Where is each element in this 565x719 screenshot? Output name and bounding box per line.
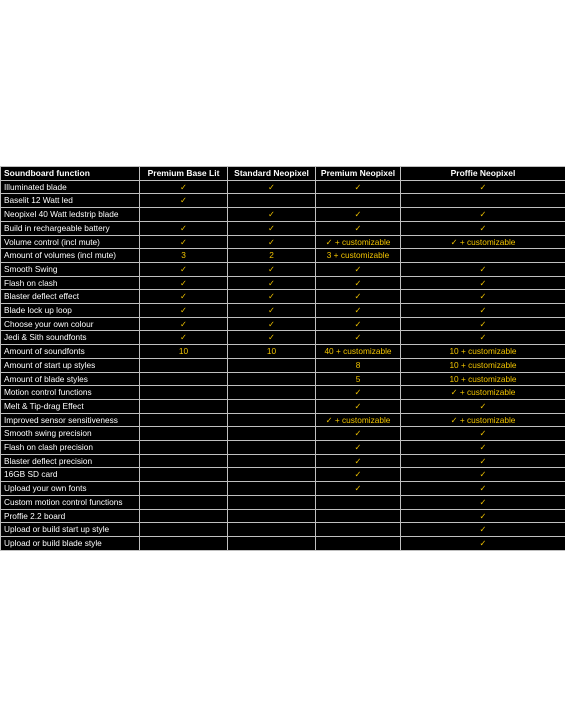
feature-value-cell: ✓ xyxy=(401,262,565,276)
feature-value-cell: ✓ xyxy=(401,536,565,550)
table-row xyxy=(1,468,565,482)
feature-value-cell: ✓ xyxy=(316,468,401,482)
feature-name-cell: Amount of start up styles xyxy=(1,358,140,372)
feature-value-cell xyxy=(316,495,401,509)
feature-value-cell xyxy=(228,372,316,386)
feature-name-cell: Amount of soundfonts xyxy=(1,345,140,359)
feature-value-cell: ✓ xyxy=(140,304,228,318)
feature-value-cell xyxy=(228,509,316,523)
feature-value-cell: ✓ xyxy=(316,399,401,413)
table-row xyxy=(1,482,565,496)
feature-name-cell: Upload your own fonts xyxy=(1,482,140,496)
feature-value-cell: ✓ xyxy=(316,180,401,194)
table-row xyxy=(1,208,565,222)
feature-value-cell: 5 xyxy=(316,372,401,386)
table-row xyxy=(1,399,565,413)
feature-name-cell: Smooth swing precision xyxy=(1,427,140,441)
feature-name-cell: Motion control functions xyxy=(1,386,140,400)
feature-value-cell xyxy=(228,427,316,441)
feature-value-cell: ✓ xyxy=(316,482,401,496)
feature-value-cell: ✓ xyxy=(316,386,401,400)
feature-value-cell xyxy=(140,536,228,550)
table-row xyxy=(1,536,565,550)
feature-value-cell: 3 + customizable xyxy=(316,249,401,263)
feature-value-cell: ✓ xyxy=(401,208,565,222)
table-row xyxy=(1,345,565,359)
feature-value-cell: ✓ xyxy=(316,290,401,304)
column-header: Soundboard function xyxy=(1,167,140,181)
feature-value-cell: ✓ xyxy=(401,427,565,441)
soundboard-comparison-table xyxy=(0,166,565,551)
feature-value-cell: ✓ xyxy=(401,399,565,413)
feature-value-cell: ✓ xyxy=(316,331,401,345)
feature-value-cell xyxy=(228,523,316,537)
feature-value-cell: ✓ xyxy=(401,331,565,345)
table-row xyxy=(1,290,565,304)
feature-name-cell: Flash on clash precision xyxy=(1,441,140,455)
feature-name-cell: Volume control (incl mute) xyxy=(1,235,140,249)
feature-name-cell: Upload or build blade style xyxy=(1,536,140,550)
feature-value-cell xyxy=(140,509,228,523)
feature-value-cell: ✓ xyxy=(228,290,316,304)
feature-value-cell: ✓ + customizable xyxy=(316,235,401,249)
feature-value-cell: ✓ xyxy=(228,235,316,249)
feature-value-cell: 10 xyxy=(228,345,316,359)
table-row xyxy=(1,221,565,235)
feature-value-cell: ✓ xyxy=(140,221,228,235)
table-row xyxy=(1,262,565,276)
feature-value-cell xyxy=(228,454,316,468)
feature-value-cell xyxy=(140,523,228,537)
feature-value-cell: 8 xyxy=(316,358,401,372)
feature-value-cell xyxy=(228,399,316,413)
feature-value-cell xyxy=(140,208,228,222)
feature-name-cell: Melt & Tip-drag Effect xyxy=(1,399,140,413)
feature-value-cell xyxy=(228,495,316,509)
column-header: Premium Neopixel xyxy=(316,167,401,181)
table-row xyxy=(1,235,565,249)
feature-name-cell: Choose your own colour xyxy=(1,317,140,331)
feature-value-cell xyxy=(228,468,316,482)
feature-value-cell: ✓ + customizable xyxy=(401,386,565,400)
feature-value-cell xyxy=(316,523,401,537)
feature-value-cell: ✓ xyxy=(140,317,228,331)
feature-value-cell: ✓ + customizable xyxy=(401,413,565,427)
feature-value-cell: ✓ xyxy=(228,180,316,194)
feature-value-cell: ✓ xyxy=(140,262,228,276)
feature-value-cell: 2 xyxy=(228,249,316,263)
feature-value-cell: ✓ xyxy=(140,235,228,249)
feature-value-cell: ✓ xyxy=(140,290,228,304)
feature-name-cell: Neopixel 40 Watt ledstrip blade xyxy=(1,208,140,222)
feature-value-cell xyxy=(140,495,228,509)
feature-value-cell: ✓ xyxy=(401,304,565,318)
feature-name-cell: Custom motion control functions xyxy=(1,495,140,509)
feature-value-cell: ✓ xyxy=(316,317,401,331)
feature-name-cell: Illuminated blade xyxy=(1,180,140,194)
feature-name-cell: Jedi & Sith soundfonts xyxy=(1,331,140,345)
feature-value-cell xyxy=(228,194,316,208)
feature-value-cell: ✓ xyxy=(140,331,228,345)
feature-value-cell: 10 + customizable xyxy=(401,345,565,359)
table-row xyxy=(1,509,565,523)
feature-value-cell: ✓ xyxy=(228,317,316,331)
comparison-table-wrapper xyxy=(0,166,565,551)
feature-value-cell: 10 + customizable xyxy=(401,372,565,386)
table-row xyxy=(1,358,565,372)
feature-value-cell: ✓ xyxy=(316,454,401,468)
table-row xyxy=(1,427,565,441)
feature-value-cell xyxy=(140,482,228,496)
feature-value-cell: ✓ xyxy=(228,304,316,318)
table-row xyxy=(1,441,565,455)
feature-name-cell: Blaster deflect effect xyxy=(1,290,140,304)
feature-name-cell: Smooth Swing xyxy=(1,262,140,276)
feature-name-cell: Amount of volumes (incl mute) xyxy=(1,249,140,263)
feature-value-cell xyxy=(401,249,565,263)
feature-value-cell: ✓ xyxy=(228,276,316,290)
table-row xyxy=(1,495,565,509)
feature-value-cell: ✓ xyxy=(228,221,316,235)
feature-value-cell xyxy=(228,482,316,496)
table-row xyxy=(1,304,565,318)
table-body xyxy=(1,180,565,550)
feature-value-cell: ✓ xyxy=(228,331,316,345)
feature-name-cell: Blade lock up loop xyxy=(1,304,140,318)
table-header xyxy=(1,167,565,181)
feature-value-cell: ✓ xyxy=(401,221,565,235)
feature-value-cell: ✓ xyxy=(316,262,401,276)
feature-name-cell: Improved sensor sensitiveness xyxy=(1,413,140,427)
feature-value-cell: ✓ xyxy=(316,221,401,235)
header-row xyxy=(1,167,565,181)
feature-value-cell xyxy=(140,454,228,468)
feature-value-cell xyxy=(140,413,228,427)
feature-value-cell: ✓ xyxy=(401,523,565,537)
feature-value-cell xyxy=(228,536,316,550)
feature-value-cell xyxy=(140,441,228,455)
feature-value-cell: 10 xyxy=(140,345,228,359)
feature-value-cell xyxy=(228,413,316,427)
table-row xyxy=(1,249,565,263)
feature-value-cell xyxy=(316,194,401,208)
feature-value-cell: ✓ xyxy=(401,441,565,455)
feature-value-cell xyxy=(140,386,228,400)
feature-value-cell: ✓ xyxy=(316,208,401,222)
feature-value-cell xyxy=(228,441,316,455)
feature-value-cell xyxy=(228,386,316,400)
feature-value-cell: ✓ xyxy=(401,180,565,194)
feature-value-cell xyxy=(316,509,401,523)
feature-value-cell: ✓ xyxy=(401,317,565,331)
feature-value-cell: ✓ xyxy=(140,276,228,290)
table-row xyxy=(1,523,565,537)
feature-value-cell: ✓ xyxy=(228,262,316,276)
feature-value-cell: ✓ xyxy=(228,208,316,222)
table-row xyxy=(1,317,565,331)
feature-value-cell xyxy=(140,358,228,372)
table-row xyxy=(1,386,565,400)
feature-value-cell: 10 + customizable xyxy=(401,358,565,372)
feature-value-cell: ✓ xyxy=(401,482,565,496)
feature-value-cell xyxy=(401,194,565,208)
feature-value-cell: ✓ xyxy=(401,276,565,290)
table-row xyxy=(1,180,565,194)
feature-value-cell: ✓ xyxy=(316,304,401,318)
feature-name-cell: 16GB SD card xyxy=(1,468,140,482)
feature-value-cell: ✓ xyxy=(316,276,401,290)
feature-value-cell: ✓ xyxy=(140,194,228,208)
table-row xyxy=(1,276,565,290)
table-row xyxy=(1,372,565,386)
feature-value-cell: 40 + customizable xyxy=(316,345,401,359)
feature-name-cell: Build in rechargeable battery xyxy=(1,221,140,235)
feature-value-cell: ✓ xyxy=(316,427,401,441)
feature-value-cell: ✓ xyxy=(401,454,565,468)
column-header: Standard Neopixel xyxy=(228,167,316,181)
feature-value-cell: ✓ xyxy=(401,290,565,304)
feature-name-cell: Upload or build start up style xyxy=(1,523,140,537)
feature-value-cell xyxy=(140,372,228,386)
feature-value-cell xyxy=(316,536,401,550)
table-row xyxy=(1,413,565,427)
feature-value-cell: ✓ + customizable xyxy=(401,235,565,249)
feature-value-cell xyxy=(140,399,228,413)
table-row xyxy=(1,331,565,345)
feature-value-cell: ✓ xyxy=(316,441,401,455)
feature-value-cell: ✓ xyxy=(140,180,228,194)
feature-name-cell: Blaster deflect precision xyxy=(1,454,140,468)
table-row xyxy=(1,194,565,208)
column-header: Premium Base Lit xyxy=(140,167,228,181)
feature-value-cell: ✓ + customizable xyxy=(316,413,401,427)
feature-value-cell: 3 xyxy=(140,249,228,263)
feature-value-cell xyxy=(140,427,228,441)
feature-name-cell: Flash on clash xyxy=(1,276,140,290)
table-row xyxy=(1,454,565,468)
feature-value-cell: ✓ xyxy=(401,509,565,523)
feature-value-cell: ✓ xyxy=(401,495,565,509)
column-header: Proffie Neopixel xyxy=(401,167,565,181)
feature-value-cell xyxy=(140,468,228,482)
feature-value-cell: ✓ xyxy=(401,468,565,482)
feature-name-cell: Amount of blade styles xyxy=(1,372,140,386)
feature-name-cell: Proffie 2.2 board xyxy=(1,509,140,523)
feature-value-cell xyxy=(228,358,316,372)
feature-name-cell: Baselit 12 Watt led xyxy=(1,194,140,208)
